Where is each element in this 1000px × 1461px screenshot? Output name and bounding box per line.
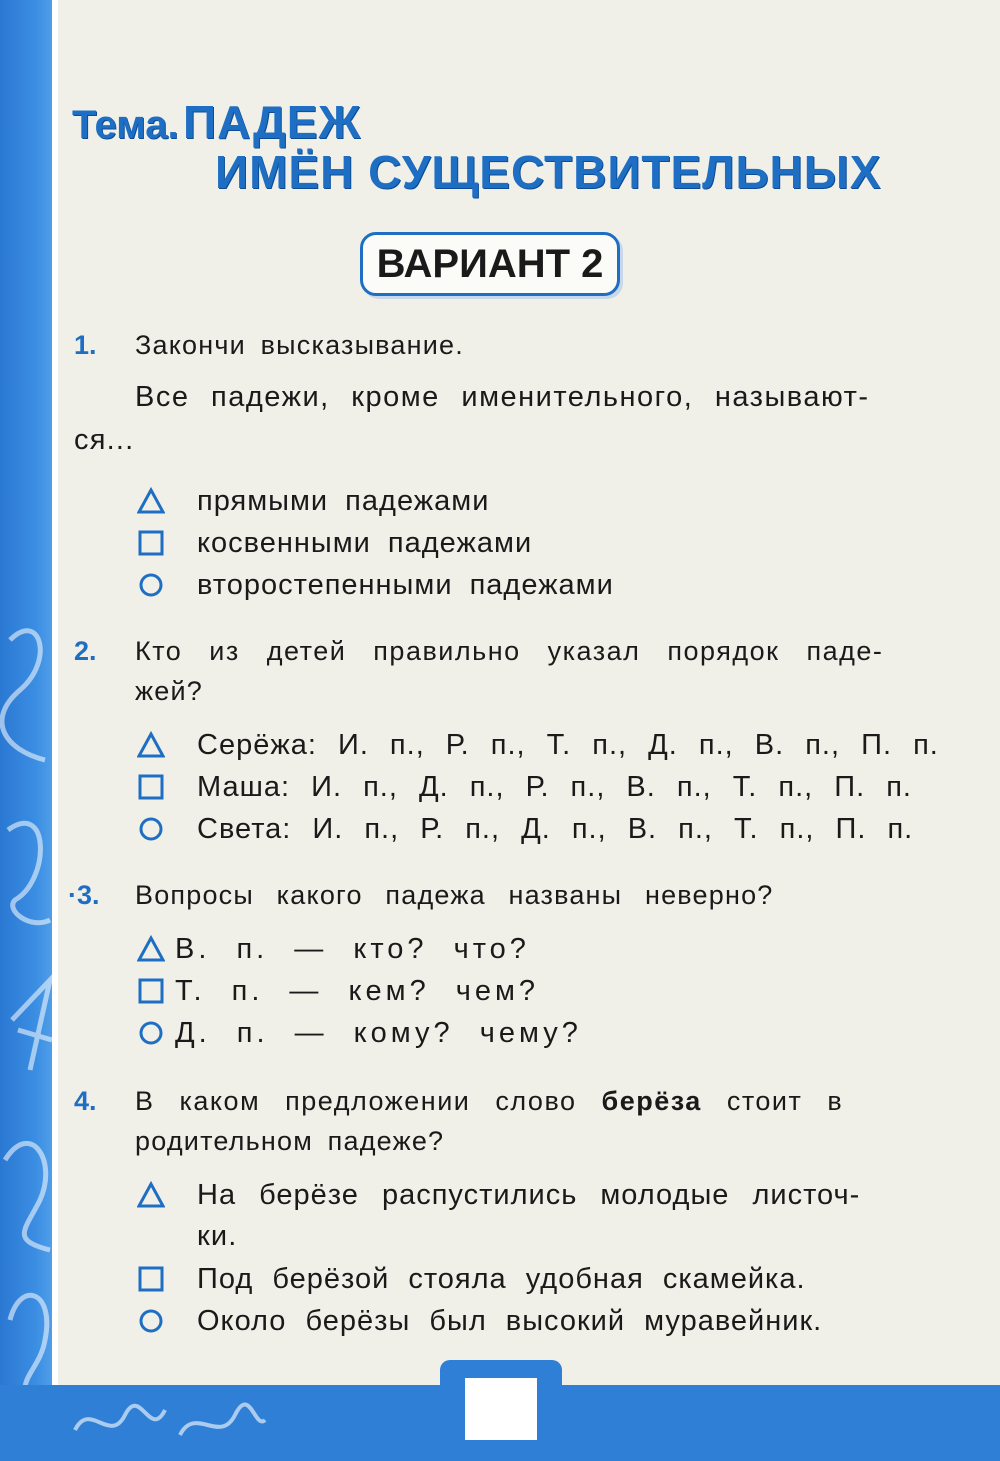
question-4-option-a-continuation: ки. [197, 1220, 238, 1252]
question-4-prompt-line-2: родительном падеже? [135, 1126, 445, 1156]
circle-icon [137, 815, 165, 843]
option-label: Около берёзы был высокий муравейник. [197, 1304, 823, 1337]
option-label: косвенными падежами [197, 526, 533, 559]
prompt-part: стоит в [726, 1086, 844, 1116]
cursive-letters-decoration [0, 600, 60, 1450]
question-1-statement-line-1: Все падежи, кроме именительного, называют- [135, 381, 870, 413]
question-1-option-a[interactable] [137, 480, 489, 522]
triangle-icon [137, 935, 165, 963]
option-label: Маша: И. п., Д. п., Р. п., В. п., Т. п., П. п. [197, 770, 912, 803]
question-3-option-a[interactable] [137, 928, 530, 970]
square-icon [137, 529, 165, 557]
option-label: прямыми падежами [197, 484, 490, 517]
option-label: Т. п. — кем? чем? [175, 974, 540, 1007]
question-4-prompt-line-1 [135, 1086, 843, 1117]
question-1-prompt: Закончи высказывание. [135, 330, 464, 360]
topic-line-2: ИМЁН СУЩЕСТВИТЕЛЬНЫХ [215, 146, 882, 198]
topic-line-1: ПАДЕЖ [183, 96, 362, 148]
circle-icon [137, 1019, 165, 1047]
question-1-statement-line-2: ся... [74, 424, 135, 456]
question-1-number: 1. [74, 330, 97, 360]
bottom-cursive-decoration [70, 1390, 270, 1450]
triangle-icon [137, 1181, 165, 1209]
triangle-icon [137, 487, 165, 515]
question-3-prompt: Вопросы какого падежа названы неверно? [135, 880, 774, 910]
question-3-option-c[interactable] [137, 1012, 582, 1054]
circle-icon [137, 571, 165, 599]
square-icon [137, 1265, 165, 1293]
option-label: Серёжа: И. п., Р. п., Т. п., Д. п., В. п., П. п. [197, 728, 939, 761]
page-number-box [465, 1378, 537, 1440]
question-2-prompt-line-1: Кто из детей правильно указал порядок паде- [135, 636, 884, 666]
topic-label: Тема. [72, 103, 179, 147]
topic-title [72, 96, 882, 198]
question-4-option-b[interactable] [137, 1258, 806, 1300]
variant-badge: ВАРИАНТ 2 [360, 232, 620, 296]
question-2-option-b[interactable] [137, 766, 912, 808]
square-icon [137, 773, 165, 801]
circle-icon [137, 1307, 165, 1335]
question-1-option-c[interactable] [137, 564, 614, 606]
option-label: На берёзе распустились молодые листоч- [197, 1178, 861, 1211]
prompt-part: В каком предложении слово [135, 1086, 577, 1116]
question-2-option-a[interactable] [137, 724, 939, 766]
triangle-icon [137, 731, 165, 759]
option-label: второстепенными падежами [197, 568, 614, 601]
square-icon [137, 977, 165, 1005]
question-2-prompt-line-2: жей? [135, 676, 203, 706]
highlighted-word: берёза [601, 1086, 702, 1116]
option-label: В. п. — кто? что? [175, 932, 530, 965]
question-4-number: 4. [74, 1086, 97, 1116]
question-2-option-c[interactable] [137, 808, 913, 850]
option-label: Под берёзой стояла удобная скамейка. [197, 1262, 806, 1295]
option-label: Д. п. — кому? чему? [175, 1016, 582, 1049]
option-label: Света: И. п., Р. п., Д. п., В. п., Т. п., П. п. [197, 812, 914, 845]
question-4-option-c[interactable] [137, 1300, 822, 1342]
question-1-option-b[interactable] [137, 522, 532, 564]
question-3-option-b[interactable] [137, 970, 539, 1012]
question-3-number: ·3. [68, 880, 100, 910]
question-4-option-a[interactable] [137, 1174, 860, 1216]
question-2-number: 2. [74, 636, 97, 666]
